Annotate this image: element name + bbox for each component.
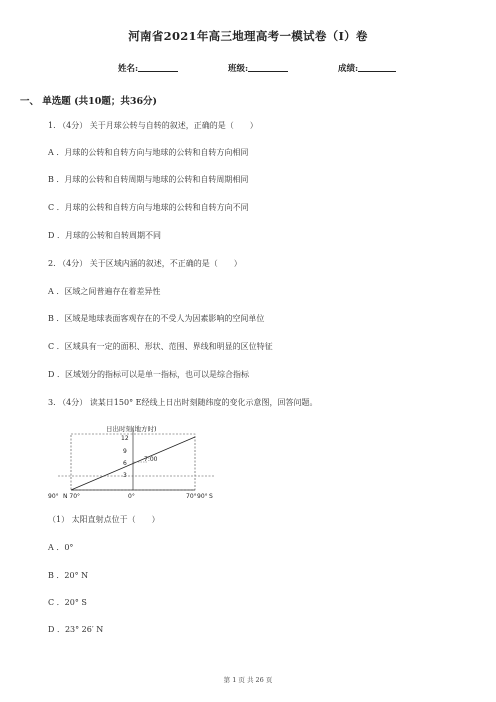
question-3-sub1-option-d: D ．23° 26′ N bbox=[48, 625, 104, 634]
name-label: 姓名: bbox=[118, 64, 139, 74]
x-label-90-north: 90° bbox=[48, 493, 59, 500]
point-label: 7:00 bbox=[144, 456, 158, 463]
x-label-s: S bbox=[209, 493, 213, 500]
question-2-option-c: C ．区域具有一定的面积、形状、范围、界线和明显的区位特征 bbox=[48, 342, 273, 351]
y-tick-12: 12 bbox=[121, 435, 129, 442]
question-1-option-c: C ．月球的公转和自转方向与地球的公转和自转方向不同 bbox=[48, 203, 249, 212]
question-2-option-a: A ．区域之间普遍存在着差异性 bbox=[48, 287, 161, 296]
question-1-option-a: A ．月球的公转和自转方向与地球的公转和自转方向相同 bbox=[48, 148, 249, 157]
question-3-sub1-stem: （1） 太阳直射点位于（ ） bbox=[48, 515, 160, 524]
question-2-stem: 2. （4分） 关于区域内涵的叙述，不正确的是（ ） bbox=[48, 259, 242, 268]
score-field bbox=[338, 62, 396, 74]
x-label-90-south: 90° bbox=[197, 493, 208, 500]
page-footer: 第 1 页 共 26 页 bbox=[223, 676, 273, 684]
y-tick-9: 9 bbox=[123, 448, 127, 455]
figure-title: 日出时刻(地方时) bbox=[106, 425, 157, 433]
section-title: 一、 单选题 (共10题；共36分) bbox=[20, 96, 158, 107]
question-3-sub1-option-b: B ．20° N bbox=[48, 571, 89, 580]
class-field bbox=[228, 62, 288, 74]
page-title: 河南省2021年高三地理高考一模试卷（I）卷 bbox=[128, 29, 368, 43]
question-1-option-b: B ．月球的公转和自转周期与地球的公转和自转周期相同 bbox=[48, 175, 249, 184]
name-blank[interactable] bbox=[138, 62, 178, 72]
y-tick-3: 3 bbox=[123, 472, 127, 479]
score-blank[interactable] bbox=[358, 62, 396, 72]
class-blank[interactable] bbox=[248, 62, 288, 72]
y-tick-6: 6 bbox=[123, 460, 127, 467]
question-2-option-d: D ．区域划分的指标可以是单一指标，也可以是综合指标 bbox=[48, 370, 249, 379]
x-label-0: 0° bbox=[128, 493, 135, 500]
question-1-stem: 1. （4分） 关于月球公转与自转的叙述，正确的是（ ） bbox=[48, 121, 258, 130]
question-1-option-d: D ．月球的公转和自转周期不同 bbox=[48, 231, 161, 240]
score-label: 成绩: bbox=[338, 64, 359, 74]
x-label-n70: N 70° bbox=[63, 493, 81, 500]
question-2-option-b: B ．区域是地球表面客观存在的不受人为因素影响的空间单位 bbox=[48, 314, 265, 323]
class-label: 班级: bbox=[228, 64, 249, 74]
x-label-70: 70° bbox=[186, 493, 197, 500]
question-3-sub1-option-c: C ．20° S bbox=[48, 598, 87, 607]
question-3-sub1-option-a: A ．0° bbox=[48, 543, 74, 552]
sunrise-time-figure bbox=[44, 420, 224, 502]
name-field bbox=[118, 62, 178, 74]
question-3-stem: 3. （4分） 读某日150° E经线上日出时刻随纬度的变化示意图，回答问题。 bbox=[48, 398, 318, 407]
